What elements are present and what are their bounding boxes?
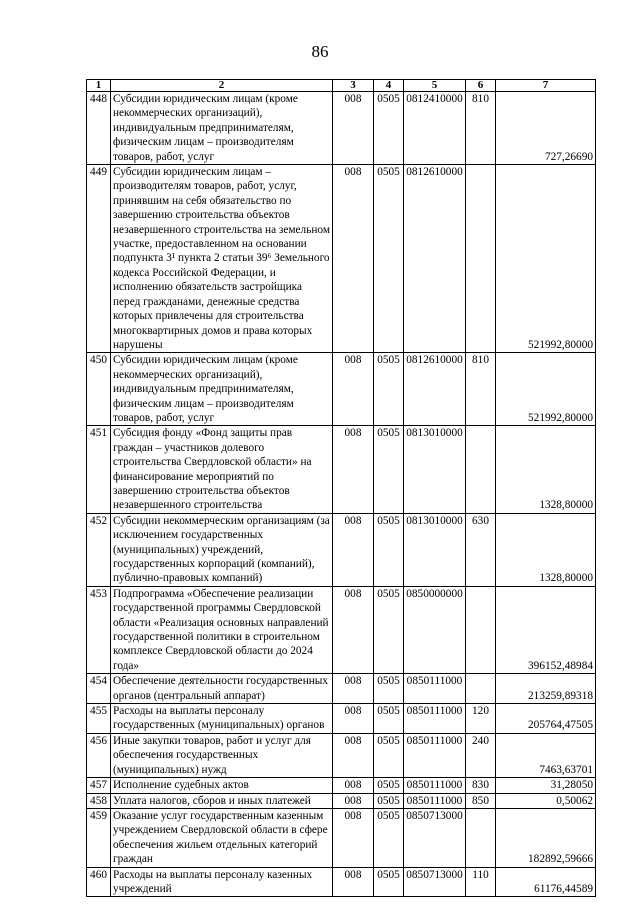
row-expense-type (466, 165, 496, 353)
row-section-code: 0505 (374, 513, 404, 586)
row-expense-type: 120 (466, 704, 496, 734)
row-dept-code: 008 (333, 793, 374, 808)
row-dept-code: 008 (333, 586, 374, 673)
row-expense-type: 810 (466, 92, 496, 165)
row-amount: 396152,48984 (496, 586, 596, 673)
row-expense-type: 810 (466, 353, 496, 426)
table-row (87, 674, 596, 704)
row-section-code: 0505 (374, 674, 404, 704)
row-section-code: 0505 (374, 793, 404, 808)
row-name: Расходы на выплаты персоналу государственных (муниципальных) органов (111, 704, 333, 734)
row-dept-code: 008 (333, 165, 374, 353)
row-number: 458 (87, 793, 111, 808)
table-row (87, 513, 596, 586)
row-section-code: 0505 (374, 353, 404, 426)
row-name: Расходы на выплаты персоналу казенных учреждений (111, 867, 333, 897)
row-name: Субсидии юридическим лицам (кроме некоммерческих организаций), индивидуальным предпринимателям, физическим лицам – производителям товаров, работ, услуг (111, 92, 333, 165)
row-section-code: 0505 (374, 586, 404, 673)
row-name: Уплата налогов, сборов и иных платежей (111, 793, 333, 808)
row-name: Подпрограмма «Обеспечение реализации государственной программы Свердловской области «Реализация основных направлений государственной политики в строительном комплексе Свердловской области до 2024 года» (111, 586, 333, 673)
table-row (87, 867, 596, 897)
row-number: 457 (87, 778, 111, 793)
row-target-code: 0850111000 (404, 733, 466, 777)
row-section-code: 0505 (374, 704, 404, 734)
table-row (87, 733, 596, 777)
row-name: Субсидии юридическим лицам (кроме некоммерческих организаций), индивидуальным предпринимателям, физическим лицам – производителям товаров, работ, услуг (111, 353, 333, 426)
row-number: 449 (87, 165, 111, 353)
row-dept-code: 008 (333, 513, 374, 586)
row-dept-code: 008 (333, 92, 374, 165)
table-row (87, 586, 596, 673)
row-section-code: 0505 (374, 867, 404, 897)
row-dept-code: 008 (333, 704, 374, 734)
row-dept-code: 008 (333, 867, 374, 897)
row-dept-code: 008 (333, 353, 374, 426)
row-amount: 1328,80000 (496, 426, 596, 513)
row-section-code: 0505 (374, 733, 404, 777)
row-number: 455 (87, 704, 111, 734)
row-amount: 61176,44589 (496, 867, 596, 897)
table-row (87, 426, 596, 513)
row-number: 448 (87, 92, 111, 165)
row-dept-code: 008 (333, 778, 374, 793)
row-expense-type (466, 808, 496, 867)
table-row (87, 808, 596, 867)
row-expense-type (466, 426, 496, 513)
table-row (87, 353, 596, 426)
row-number: 452 (87, 513, 111, 586)
row-target-code: 0850111000 (404, 778, 466, 793)
row-name: Исполнение судебных актов (111, 778, 333, 793)
table-row (87, 704, 596, 734)
row-expense-type (466, 586, 496, 673)
table-row (87, 165, 596, 353)
row-amount: 31,28050 (496, 778, 596, 793)
row-target-code: 0850713000 (404, 808, 466, 867)
row-expense-type: 110 (466, 867, 496, 897)
row-amount: 205764,47505 (496, 704, 596, 734)
row-expense-type (466, 674, 496, 704)
page-number: 86 (311, 42, 329, 61)
header-col-5: 5 (404, 80, 466, 92)
row-dept-code: 008 (333, 674, 374, 704)
row-expense-type: 240 (466, 733, 496, 777)
row-section-code: 0505 (374, 778, 404, 793)
row-name: Субсидия фонду «Фонд защиты прав граждан – участников долевого строительства Свердловской области» на финансирование мероприятий по завершению строительства объектов незавершенного строительства (111, 426, 333, 513)
row-number: 451 (87, 426, 111, 513)
row-amount: 727,26690 (496, 92, 596, 165)
row-dept-code: 008 (333, 808, 374, 867)
row-amount: 521992,80000 (496, 353, 596, 426)
row-number: 456 (87, 733, 111, 777)
row-number: 454 (87, 674, 111, 704)
row-section-code: 0505 (374, 808, 404, 867)
row-name: Оказание услуг государственным казенным учреждением Свердловской области в сфере обеспечения жильем отдельных категорий граждан (111, 808, 333, 867)
row-amount: 1328,80000 (496, 513, 596, 586)
row-name: Обеспечение деятельности государственных органов (центральный аппарат) (111, 674, 333, 704)
row-target-code: 0850111000 (404, 674, 466, 704)
row-dept-code: 008 (333, 426, 374, 513)
row-amount: 213259,89318 (496, 674, 596, 704)
row-target-code: 0812610000 (404, 165, 466, 353)
table-row (87, 92, 596, 165)
row-target-code: 0850000000 (404, 586, 466, 673)
table-row (87, 793, 596, 808)
budget-table (86, 79, 596, 897)
row-target-code: 0813010000 (404, 513, 466, 586)
table-row (87, 778, 596, 793)
table-header-row (87, 80, 596, 92)
row-target-code: 0850111000 (404, 793, 466, 808)
row-number: 453 (87, 586, 111, 673)
row-target-code: 0850111000 (404, 704, 466, 734)
row-number: 460 (87, 867, 111, 897)
row-target-code: 0812610000 (404, 353, 466, 426)
header-col-4: 4 (374, 80, 404, 92)
row-expense-type: 850 (466, 793, 496, 808)
header-col-7: 7 (496, 80, 596, 92)
row-amount: 521992,80000 (496, 165, 596, 353)
row-target-code: 0813010000 (404, 426, 466, 513)
row-name: Иные закупки товаров, работ и услуг для обеспечения государственных (муниципальных) нужд (111, 733, 333, 777)
header-col-1: 1 (87, 80, 111, 92)
row-expense-type: 830 (466, 778, 496, 793)
row-target-code: 0812410000 (404, 92, 466, 165)
row-section-code: 0505 (374, 165, 404, 353)
row-dept-code: 008 (333, 733, 374, 777)
row-number: 450 (87, 353, 111, 426)
row-number: 459 (87, 808, 111, 867)
row-section-code: 0505 (374, 426, 404, 513)
row-amount: 7463,63701 (496, 733, 596, 777)
row-section-code: 0505 (374, 92, 404, 165)
row-target-code: 0850713000 (404, 867, 466, 897)
row-name: Субсидии юридическим лицам – производителям товаров, работ, услуг, принявшим на себя обязательство по завершению строительства объектов незавершенного строительства на земельном участке, предоставленном на основании подпункта 3¹ пункта 2 статьи 39⁶ Земельного кодекса Российской Федерации, и исполнению обязательств застройщика перед гражданами, денежные средства которых привлечены для строительства многоквартирных домов и права которых нарушены (111, 165, 333, 353)
header-col-3: 3 (333, 80, 374, 92)
row-amount: 0,50062 (496, 793, 596, 808)
header-col-2: 2 (111, 80, 333, 92)
header-col-6: 6 (466, 80, 496, 92)
row-name: Субсидии некоммерческим организациям (за исключением государственных (муниципальных) учреждений, государственных корпораций (компаний), публично-правовых компаний) (111, 513, 333, 586)
row-amount: 182892,59666 (496, 808, 596, 867)
row-expense-type: 630 (466, 513, 496, 586)
